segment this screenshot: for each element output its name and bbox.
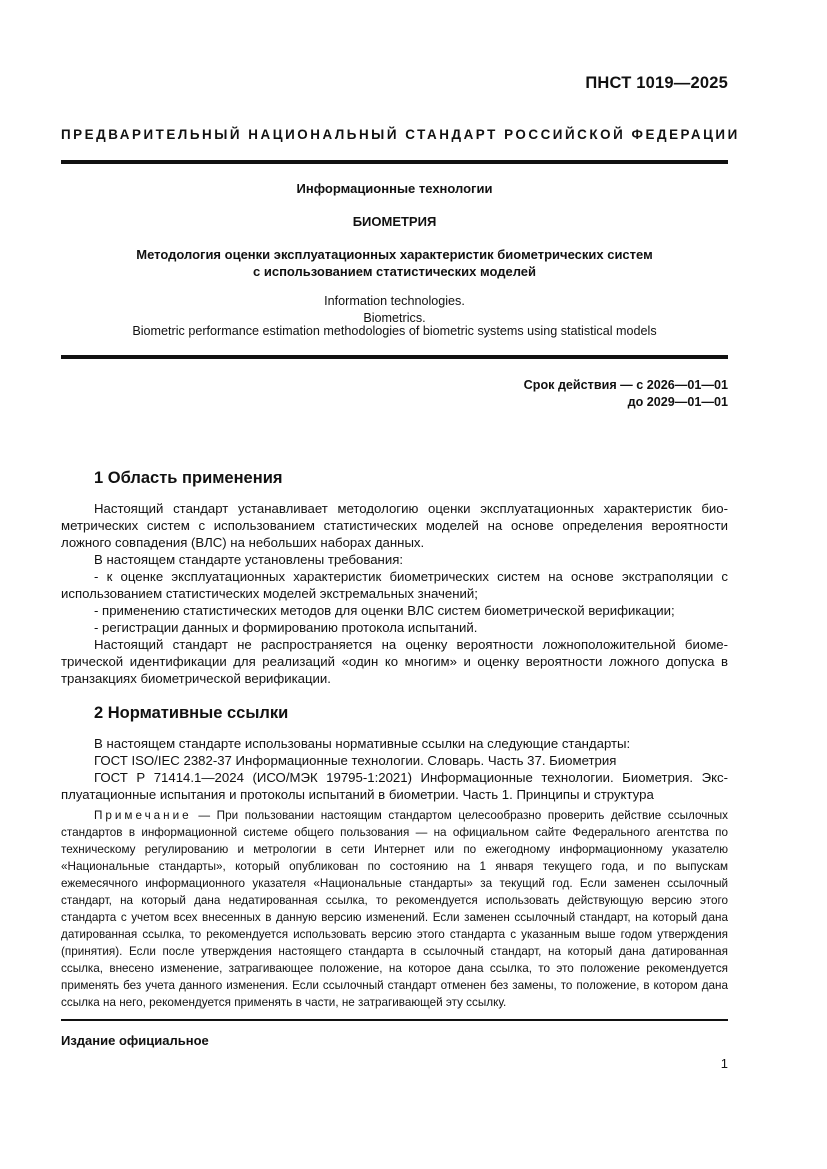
validity-end: до 2029—01—01 bbox=[627, 395, 728, 409]
standard-type-title: ПРЕДВАРИТЕЛЬНЫЙ НАЦИОНАЛЬНЫЙ СТАНДАРТ РОССИЙСКОЙ ФЕДЕРАЦИИ bbox=[61, 127, 740, 142]
footer-rule bbox=[61, 1019, 728, 1021]
section-1-paragraph-3: Настоящий стандарт не распространяется на оценку вероятности ложноположительной биометрической идентификации для реализаций «один ко многим» и оценку вероятности ложного допуска в транзакциях биометрической верификации. bbox=[61, 637, 728, 686]
normative-reference-1: ГОСТ ISO/IEC 2382-37 Информационные технологии. Словарь. Часть 37. Биометрия bbox=[94, 753, 617, 768]
standard-title-line-1: Методология оценки эксплуатационных характеристик биометрических систем bbox=[136, 247, 653, 262]
title-bottom-rule bbox=[61, 355, 728, 359]
section-2-paragraph-1: В настоящем стандарте использованы нормативные ссылки на следующие стандарты: bbox=[94, 736, 631, 751]
normative-reference-2: ГОСТ Р 71414.1—2024 (ИСО/МЭК 19795-1:2021) Информационные технологии. Биометрия. Эксплуатационные испытания и протоколы испытаний в биометрии. Часть 1. Принципы и структура bbox=[61, 770, 728, 802]
standard-group: Информационные технологии bbox=[296, 181, 493, 196]
section-1-list-item-1: - к оценке эксплуатационных характеристик биометрических систем на основе экстраполяции с использованием статистических моделей экстремальных значений; bbox=[61, 569, 728, 601]
section-1-paragraph-1: Настоящий стандарт устанавливает методологию оценки эксплуатационных характеристик биометрических систем с использованием статистических моделей на основе определения вероятности ложного совпадения (ВЛС) на небольших наборах данных. bbox=[61, 501, 728, 550]
section-1-heading: 1 Область применения bbox=[94, 469, 283, 487]
section-1-body bbox=[0, 500, 827, 687]
section-1-paragraph-2: В настоящем стандарте установлены требования: bbox=[94, 552, 404, 567]
document-number: ПНСТ 1019—2025 bbox=[585, 74, 728, 92]
section-2-heading: 2 Нормативные ссылки bbox=[94, 704, 289, 722]
page-number: 1 bbox=[720, 1056, 728, 1071]
note-label: Примечание bbox=[94, 809, 192, 822]
section-2-body bbox=[0, 735, 827, 1011]
validity-start: Срок действия — с 2026—01—01 bbox=[523, 378, 728, 392]
english-title-line-3: Biometric performance estimation methodologies of biometric systems using statistical models bbox=[132, 324, 657, 338]
section-2-note bbox=[61, 807, 728, 1011]
note-text: — При пользовании настоящим стандартом целесообразно проверить действие ссылочных стандартов в информационной системе общего пользования — на официальном сайте Федерального агентства по техническому регулированию и метрологии в сети Интернет или по ежегодному информационному указателю «Национальные стандарты», который опубликован по состоянию на 1 января текущего года, и по выпускам ежемесячного информационного указателя «Национальные стандарты» за текущий год. Если заменен ссылочный стандарт, на который дана недатированная ссылка, то рекомендуется использовать действующую версию этого стандарта с учетом всех внесенных в данную версию изменений. Если заменен ссылочный стандарт, на который дана датированная ссылка, то рекомендуется использовать версию этого стандарта с указанным выше годом утверждения (принятия). Если после утверждения настоящего стандарта в ссылочный стандарт, на который дана датированная ссылка, внесено изменение, затрагивающее положение, на которое дана ссылка, то это положение рекомендуется применять без учета данного изменения. Если ссылочный стандарт отменен без замены, то положение, в котором дана ссылка на него, рекомендуется применять в части, не затрагивающей эту ссылку. bbox=[61, 809, 728, 1009]
standard-title-line-2: с использованием статистических моделей bbox=[253, 264, 536, 279]
english-title-line-2: Biometrics. bbox=[363, 311, 426, 325]
official-edition-label: Издание официальное bbox=[61, 1033, 209, 1048]
standard-subject: БИОМЕТРИЯ bbox=[352, 214, 437, 229]
english-title-line-1: Information technologies. bbox=[324, 294, 465, 308]
section-1-list-item-3: - регистрации данных и формированию протокола испытаний. bbox=[94, 620, 478, 635]
validity-period bbox=[524, 377, 728, 411]
section-1-list-item-2: - применению статистических методов для оценки ВЛС систем биометрической верификации; bbox=[94, 603, 675, 618]
top-rule bbox=[61, 160, 728, 164]
